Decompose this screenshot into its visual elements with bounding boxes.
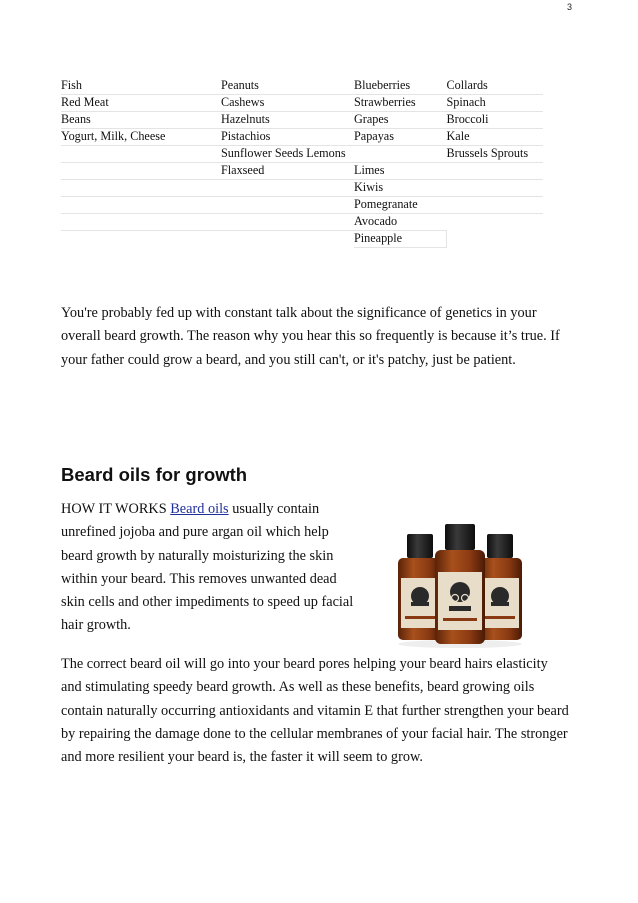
bottle-center [435,524,485,644]
table-row [61,163,543,180]
table-row [61,95,543,112]
table-cell [447,231,544,248]
table-cell: Papayas [354,129,447,146]
table-cell: Kale [447,129,544,146]
table-cell [221,197,354,214]
table-cell: Broccoli [447,112,544,129]
how-it-works-label: HOW IT WORKS [61,501,167,517]
how-it-works-text: usually contain unrefined jojoba and pure argan oil which help beard growth by naturally moisturizing the skin within your beard. This removes unwanted dead skin cells and other impediments to speed up facial hair growth. [61,501,354,634]
table-cell: Fish [61,78,221,95]
how-it-works-paragraph [61,498,361,638]
table-cell: Pistachios [221,129,354,146]
table-cell: Spinach [447,95,544,112]
intro-paragraph: You're probably fed up with constant talk about the significance of genetics in your overall beard growth. The reason why you hear this so frequently is because it’s true. If your father could grow a beard, and you still can't, or it's patchy, just be patient. [61,305,560,368]
table-cell [61,197,221,214]
table-cell: Beans [61,112,221,129]
table-cell [447,163,544,180]
table-cell: Limes [354,163,447,180]
table-cell: Pineapple [354,231,447,248]
table-cell [221,180,354,197]
table-cell: Pomegranate [354,197,447,214]
table-cell [61,146,221,163]
table-cell [61,214,221,231]
table-cell: Blueberries [354,78,447,95]
table-cell: Avocado [354,214,447,231]
table-cell: Flaxseed [221,163,354,180]
table-cell [447,197,544,214]
table-cell: Yogurt, Milk, Cheese [61,129,221,146]
table-row [61,112,543,129]
table-cell [61,231,221,248]
table-row [61,214,543,231]
table-cell: Sunflower Seeds Lemons [221,146,354,163]
table-row [61,78,543,95]
table-cell: Red Meat [61,95,221,112]
table-cell [61,163,221,180]
table-cell [354,146,447,163]
table-cell [221,231,354,248]
table-cell [61,180,221,197]
table-cell: Strawberries [354,95,447,112]
beard-oil-benefits-paragraph: The correct beard oil will go into your beard pores helping your beard hairs elasticity and stimulating speedy beard growth. As well as these benefits, beard growing oils contain naturally occurring antioxidants and vitamin E that further strengthen your beard by repairing the damage done to the cellular membranes of your facial hair. The stronger and more resilient your beard is, the faster it will seem to grow. [61,656,569,766]
table-cell [447,180,544,197]
table-row [61,129,543,146]
table-row [61,146,543,163]
table-cell: Brussels Sprouts [447,146,544,163]
table-row [61,231,543,248]
section-heading: Beard oils for growth [61,464,248,485]
table-cell: Collards [447,78,544,95]
table-cell: Hazelnuts [221,112,354,129]
beard-oils-link[interactable]: Beard oils [170,501,229,517]
food-table [61,78,543,248]
table-row [61,180,543,197]
table-cell: Kiwis [354,180,447,197]
table-cell [221,214,354,231]
table-cell: Peanuts [221,78,354,95]
table-cell: Grapes [354,112,447,129]
table-cell [447,214,544,231]
beard-oil-bottles-image [390,520,530,650]
table-row [61,197,543,214]
page-number: 3 [566,2,572,12]
table-cell: Cashews [221,95,354,112]
